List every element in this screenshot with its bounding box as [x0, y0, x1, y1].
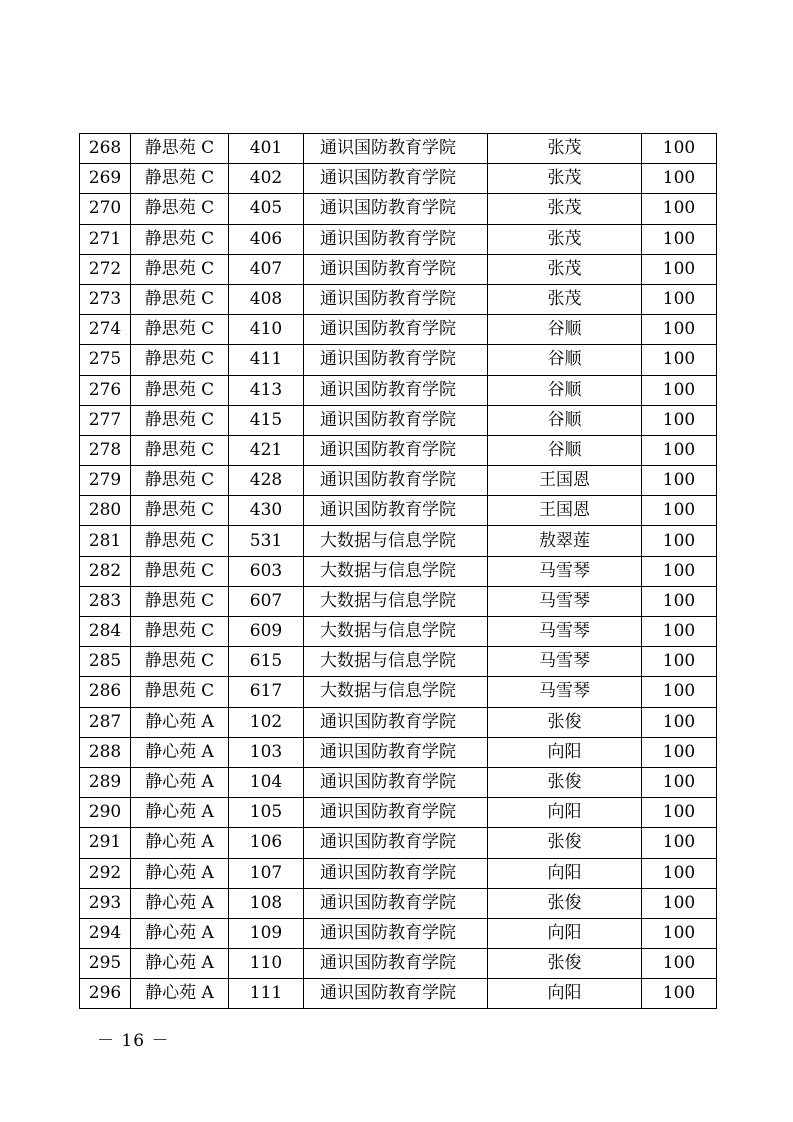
row-number-cell: 290 [80, 798, 131, 828]
supervisor-cell: 张茂 [488, 194, 642, 224]
score-cell: 100 [642, 979, 717, 1009]
room-number-cell: 617 [229, 677, 304, 707]
score-cell: 100 [642, 767, 717, 797]
supervisor-cell: 敖翠莲 [488, 526, 642, 556]
row-number-cell: 275 [80, 345, 131, 375]
room-number-cell: 106 [229, 828, 304, 858]
college-cell: 通识国防教育学院 [304, 798, 488, 828]
supervisor-cell: 谷顺 [488, 405, 642, 435]
score-cell: 100 [642, 435, 717, 465]
room-number-cell: 609 [229, 617, 304, 647]
table-row [80, 496, 717, 526]
table-row [80, 586, 717, 616]
table-row [80, 556, 717, 586]
score-cell: 100 [642, 677, 717, 707]
supervisor-cell: 马雪琴 [488, 617, 642, 647]
college-cell: 大数据与信息学院 [304, 556, 488, 586]
college-cell: 通识国防教育学院 [304, 134, 488, 164]
score-cell: 100 [642, 617, 717, 647]
supervisor-cell: 马雪琴 [488, 677, 642, 707]
row-number-cell: 288 [80, 737, 131, 767]
table-row [80, 134, 717, 164]
supervisor-cell: 张茂 [488, 254, 642, 284]
supervisor-cell: 谷顺 [488, 345, 642, 375]
room-number-cell: 410 [229, 315, 304, 345]
room-number-cell: 111 [229, 979, 304, 1009]
table-row [80, 798, 717, 828]
score-cell: 100 [642, 496, 717, 526]
supervisor-cell: 张俊 [488, 888, 642, 918]
building-cell: 静心苑 A [131, 767, 229, 797]
score-cell: 100 [642, 315, 717, 345]
table-row [80, 526, 717, 556]
building-cell: 静思苑 C [131, 254, 229, 284]
score-cell: 100 [642, 707, 717, 737]
college-cell: 通识国防教育学院 [304, 888, 488, 918]
row-number-cell: 276 [80, 375, 131, 405]
building-cell: 静思苑 C [131, 224, 229, 254]
college-cell: 大数据与信息学院 [304, 617, 488, 647]
row-number-cell: 271 [80, 224, 131, 254]
building-cell: 静思苑 C [131, 315, 229, 345]
table-row [80, 224, 717, 254]
room-number-cell: 108 [229, 888, 304, 918]
table-row [80, 888, 717, 918]
supervisor-cell: 马雪琴 [488, 647, 642, 677]
row-number-cell: 291 [80, 828, 131, 858]
building-cell: 静思苑 C [131, 526, 229, 556]
building-cell: 静思苑 C [131, 556, 229, 586]
building-cell: 静思苑 C [131, 617, 229, 647]
row-number-cell: 270 [80, 194, 131, 224]
college-cell: 通识国防教育学院 [304, 949, 488, 979]
score-cell: 100 [642, 405, 717, 435]
college-cell: 通识国防教育学院 [304, 405, 488, 435]
score-cell: 100 [642, 224, 717, 254]
building-cell: 静心苑 A [131, 949, 229, 979]
building-cell: 静思苑 C [131, 647, 229, 677]
room-number-cell: 402 [229, 164, 304, 194]
table-row [80, 918, 717, 948]
supervisor-cell: 谷顺 [488, 375, 642, 405]
building-cell: 静心苑 A [131, 858, 229, 888]
row-number-cell: 294 [80, 918, 131, 948]
score-cell: 100 [642, 949, 717, 979]
building-cell: 静思苑 C [131, 134, 229, 164]
table-row [80, 435, 717, 465]
row-number-cell: 277 [80, 405, 131, 435]
score-cell: 100 [642, 556, 717, 586]
building-cell: 静心苑 A [131, 737, 229, 767]
supervisor-cell: 王国恩 [488, 496, 642, 526]
table-row [80, 164, 717, 194]
supervisor-cell: 谷顺 [488, 435, 642, 465]
table-row [80, 949, 717, 979]
college-cell: 大数据与信息学院 [304, 677, 488, 707]
college-cell: 通识国防教育学院 [304, 496, 488, 526]
supervisor-cell: 马雪琴 [488, 556, 642, 586]
room-number-cell: 615 [229, 647, 304, 677]
supervisor-cell: 张茂 [488, 224, 642, 254]
college-cell: 通识国防教育学院 [304, 767, 488, 797]
score-cell: 100 [642, 647, 717, 677]
room-number-cell: 104 [229, 767, 304, 797]
table-row [80, 767, 717, 797]
college-cell: 通识国防教育学院 [304, 164, 488, 194]
row-number-cell: 292 [80, 858, 131, 888]
row-number-cell: 283 [80, 586, 131, 616]
supervisor-cell: 谷顺 [488, 315, 642, 345]
college-cell: 通识国防教育学院 [304, 375, 488, 405]
score-cell: 100 [642, 194, 717, 224]
room-number-cell: 109 [229, 918, 304, 948]
table-row [80, 647, 717, 677]
room-number-cell: 405 [229, 194, 304, 224]
row-number-cell: 281 [80, 526, 131, 556]
supervisor-cell: 张俊 [488, 828, 642, 858]
score-cell: 100 [642, 345, 717, 375]
room-number-cell: 411 [229, 345, 304, 375]
row-number-cell: 285 [80, 647, 131, 677]
row-number-cell: 287 [80, 707, 131, 737]
supervisor-cell: 向阳 [488, 979, 642, 1009]
building-cell: 静思苑 C [131, 466, 229, 496]
supervisor-cell: 张俊 [488, 707, 642, 737]
row-number-cell: 269 [80, 164, 131, 194]
room-number-cell: 102 [229, 707, 304, 737]
row-number-cell: 284 [80, 617, 131, 647]
room-number-cell: 105 [229, 798, 304, 828]
room-number-cell: 413 [229, 375, 304, 405]
records-table [79, 133, 717, 1009]
supervisor-cell: 张俊 [488, 767, 642, 797]
building-cell: 静心苑 A [131, 798, 229, 828]
room-number-cell: 531 [229, 526, 304, 556]
score-cell: 100 [642, 466, 717, 496]
room-number-cell: 603 [229, 556, 304, 586]
room-number-cell: 107 [229, 858, 304, 888]
table-row [80, 707, 717, 737]
college-cell: 通识国防教育学院 [304, 315, 488, 345]
room-number-cell: 430 [229, 496, 304, 526]
row-number-cell: 268 [80, 134, 131, 164]
building-cell: 静思苑 C [131, 496, 229, 526]
row-number-cell: 278 [80, 435, 131, 465]
supervisor-cell: 向阳 [488, 858, 642, 888]
records-table-body [80, 134, 717, 1009]
college-cell: 通识国防教育学院 [304, 466, 488, 496]
score-cell: 100 [642, 526, 717, 556]
room-number-cell: 401 [229, 134, 304, 164]
score-cell: 100 [642, 586, 717, 616]
college-cell: 通识国防教育学院 [304, 707, 488, 737]
row-number-cell: 280 [80, 496, 131, 526]
room-number-cell: 103 [229, 737, 304, 767]
table-row [80, 858, 717, 888]
college-cell: 通识国防教育学院 [304, 979, 488, 1009]
supervisor-cell: 王国恩 [488, 466, 642, 496]
table-row [80, 194, 717, 224]
table-row [80, 315, 717, 345]
room-number-cell: 406 [229, 224, 304, 254]
row-number-cell: 272 [80, 254, 131, 284]
score-cell: 100 [642, 375, 717, 405]
supervisor-cell: 向阳 [488, 918, 642, 948]
building-cell: 静思苑 C [131, 284, 229, 314]
table-row [80, 345, 717, 375]
building-cell: 静心苑 A [131, 707, 229, 737]
college-cell: 通识国防教育学院 [304, 224, 488, 254]
room-number-cell: 421 [229, 435, 304, 465]
building-cell: 静思苑 C [131, 375, 229, 405]
college-cell: 通识国防教育学院 [304, 194, 488, 224]
supervisor-cell: 向阳 [488, 737, 642, 767]
supervisor-cell: 张茂 [488, 164, 642, 194]
building-cell: 静思苑 C [131, 405, 229, 435]
room-number-cell: 408 [229, 284, 304, 314]
table-row [80, 617, 717, 647]
row-number-cell: 289 [80, 767, 131, 797]
table-row [80, 375, 717, 405]
score-cell: 100 [642, 798, 717, 828]
supervisor-cell: 向阳 [488, 798, 642, 828]
college-cell: 通识国防教育学院 [304, 737, 488, 767]
college-cell: 大数据与信息学院 [304, 647, 488, 677]
room-number-cell: 415 [229, 405, 304, 435]
row-number-cell: 295 [80, 949, 131, 979]
building-cell: 静思苑 C [131, 586, 229, 616]
room-number-cell: 110 [229, 949, 304, 979]
building-cell: 静思苑 C [131, 345, 229, 375]
college-cell: 通识国防教育学院 [304, 254, 488, 284]
college-cell: 通识国防教育学院 [304, 918, 488, 948]
score-cell: 100 [642, 828, 717, 858]
table-row [80, 828, 717, 858]
row-number-cell: 279 [80, 466, 131, 496]
college-cell: 通识国防教育学院 [304, 858, 488, 888]
table-row [80, 677, 717, 707]
page-number: － 16 － [97, 1031, 170, 1051]
score-cell: 100 [642, 918, 717, 948]
college-cell: 大数据与信息学院 [304, 526, 488, 556]
table-row [80, 466, 717, 496]
supervisor-cell: 张茂 [488, 284, 642, 314]
supervisor-cell: 马雪琴 [488, 586, 642, 616]
row-number-cell: 282 [80, 556, 131, 586]
row-number-cell: 296 [80, 979, 131, 1009]
building-cell: 静心苑 A [131, 979, 229, 1009]
building-cell: 静思苑 C [131, 194, 229, 224]
table-row [80, 979, 717, 1009]
table-row [80, 284, 717, 314]
supervisor-cell: 张茂 [488, 134, 642, 164]
table-row [80, 405, 717, 435]
table-row [80, 737, 717, 767]
room-number-cell: 607 [229, 586, 304, 616]
row-number-cell: 293 [80, 888, 131, 918]
score-cell: 100 [642, 737, 717, 767]
college-cell: 通识国防教育学院 [304, 345, 488, 375]
table-row [80, 254, 717, 284]
score-cell: 100 [642, 858, 717, 888]
score-cell: 100 [642, 254, 717, 284]
building-cell: 静心苑 A [131, 918, 229, 948]
building-cell: 静心苑 A [131, 828, 229, 858]
room-number-cell: 428 [229, 466, 304, 496]
college-cell: 大数据与信息学院 [304, 586, 488, 616]
supervisor-cell: 张俊 [488, 949, 642, 979]
score-cell: 100 [642, 164, 717, 194]
building-cell: 静思苑 C [131, 677, 229, 707]
row-number-cell: 274 [80, 315, 131, 345]
college-cell: 通识国防教育学院 [304, 284, 488, 314]
score-cell: 100 [642, 134, 717, 164]
college-cell: 通识国防教育学院 [304, 828, 488, 858]
building-cell: 静思苑 C [131, 164, 229, 194]
college-cell: 通识国防教育学院 [304, 435, 488, 465]
building-cell: 静思苑 C [131, 435, 229, 465]
row-number-cell: 273 [80, 284, 131, 314]
building-cell: 静心苑 A [131, 888, 229, 918]
room-number-cell: 407 [229, 254, 304, 284]
score-cell: 100 [642, 888, 717, 918]
row-number-cell: 286 [80, 677, 131, 707]
score-cell: 100 [642, 284, 717, 314]
